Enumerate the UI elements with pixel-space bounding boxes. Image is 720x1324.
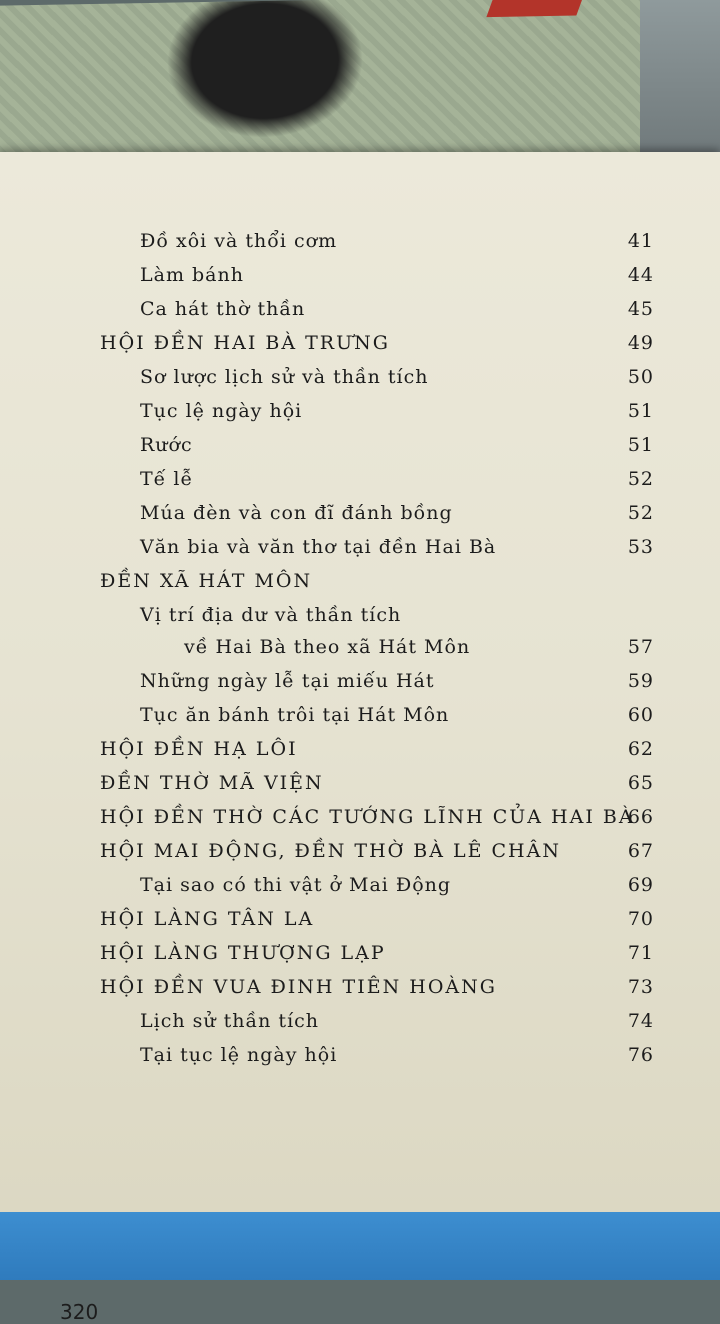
toc-entry: [0, 502, 720, 536]
toc-entry-page: 51: [627, 400, 654, 422]
toc-entry: [0, 400, 720, 434]
toc-entry-title: về Hai Bà theo xã Hát Môn: [184, 636, 471, 658]
background-surface: [640, 0, 720, 170]
toc-entry: [0, 874, 720, 908]
toc-entry-page: 62: [627, 738, 654, 760]
toc-entry-page: 76: [627, 1044, 654, 1066]
toc-entry: [0, 332, 720, 366]
toc-entry-page: 69: [627, 874, 654, 896]
toc-entry-title: ĐỀN XÃ HÁT MÔN: [100, 570, 313, 592]
toc-entry-page: 51: [627, 434, 654, 456]
page-number: 320: [60, 1300, 99, 1324]
toc-entry-page: 49: [627, 332, 654, 354]
toc-entry-page: 52: [627, 468, 654, 490]
toc-entry: [0, 704, 720, 738]
toc-entry: [0, 230, 720, 264]
toc-entry-title: ĐỀN THỜ MÃ VIỆN: [100, 772, 324, 794]
toc-entry: [0, 536, 720, 570]
toc-entry: [0, 1044, 720, 1078]
toc-entry-title: Văn bia và văn thơ tại đền Hai Bà: [140, 536, 497, 558]
toc-entry-page: 60: [627, 704, 654, 726]
toc-entry-title: Đồ xôi và thổi cơm: [140, 230, 338, 252]
toc-entry: [0, 772, 720, 806]
toc-entry: [0, 806, 720, 840]
toc-entry-page: 53: [627, 536, 654, 558]
toc-entry-title: Tục lệ ngày hội: [140, 400, 303, 422]
toc-entry-page: 65: [627, 772, 654, 794]
toc-entry: [0, 468, 720, 502]
toc-entry-title: Lịch sử thần tích: [140, 1010, 320, 1032]
toc-entry-page: 67: [627, 840, 654, 862]
toc-entry-title: HỘI LÀNG TÂN LA: [100, 908, 315, 930]
toc-entry: [0, 670, 720, 704]
toc-entry-page: 74: [627, 1010, 654, 1032]
toc-entry-page: 45: [627, 298, 654, 320]
toc-entry-page: 59: [627, 670, 654, 692]
toc-entry: [0, 1010, 720, 1044]
toc-entry: [0, 976, 720, 1010]
toc-entry-title: Rước: [140, 434, 193, 456]
toc-entry: [0, 570, 720, 604]
toc-entry-title: HỘI ĐỀN VUA ĐINH TIÊN HOÀNG: [100, 976, 497, 998]
toc-entry-title: HỘI ĐỀN HAI BÀ TRƯNG: [100, 332, 390, 354]
book-page: [0, 152, 720, 1324]
toc-entry: [0, 636, 720, 670]
toc-entry: [0, 840, 720, 874]
toc-entry: [0, 366, 720, 400]
toc-entry-title: HỘI ĐỀN THỜ CÁC TƯỚNG LĨNH CỦA HAI BÀ: [100, 806, 635, 828]
toc-entry-title: Vị trí địa dư và thần tích: [140, 604, 402, 626]
toc-entry: [0, 908, 720, 942]
toc-entry-page: 57: [627, 636, 654, 658]
toc-entry-title: HỘI MAI ĐỘNG, ĐỀN THỜ BÀ LÊ CHÂN: [100, 840, 561, 862]
toc-entry: [0, 604, 720, 638]
toc-entry-page: 71: [627, 942, 654, 964]
toc-entry-page: 70: [627, 908, 654, 930]
toc-entry-title: Tục ăn bánh trôi tại Hát Môn: [140, 704, 450, 726]
toc-entry-title: HỘI ĐỀN HẠ LÔI: [100, 738, 298, 760]
toc-entry: [0, 434, 720, 468]
toc-entry-page: 44: [627, 264, 654, 286]
toc-entry-title: Tại tục lệ ngày hội: [140, 1044, 338, 1066]
cover-title-fragment: [486, 0, 583, 17]
toc-entry-title: Sơ lược lịch sử và thần tích: [140, 366, 429, 388]
toc-entry-title: Những ngày lễ tại miếu Hát: [140, 670, 435, 692]
toc-entry-title: HỘI LÀNG THƯỢNG LẠP: [100, 942, 386, 964]
toc-entry: [0, 264, 720, 298]
toc-entry-page: 41: [627, 230, 654, 252]
toc-entry: [0, 738, 720, 772]
toc-entry-page: 50: [627, 366, 654, 388]
background-surface-bottom: [0, 1212, 720, 1280]
toc-entry-page: 66: [627, 806, 654, 828]
toc-entry-title: Tại sao có thi vật ở Mai Động: [140, 874, 452, 896]
toc-entry-title: Tế lễ: [140, 468, 194, 490]
toc-entry-page: 73: [627, 976, 654, 998]
cover-illustration: [150, 0, 380, 153]
toc-entry-page: 52: [627, 502, 654, 524]
toc-entry-title: Làm bánh: [140, 264, 244, 286]
background-book-cover: [0, 0, 640, 171]
toc-entry-title: Ca hát thờ thần: [140, 298, 306, 320]
toc-entry-title: Múa đèn và con đĩ đánh bồng: [140, 502, 453, 524]
toc-entry: [0, 298, 720, 332]
toc-entry: [0, 942, 720, 976]
